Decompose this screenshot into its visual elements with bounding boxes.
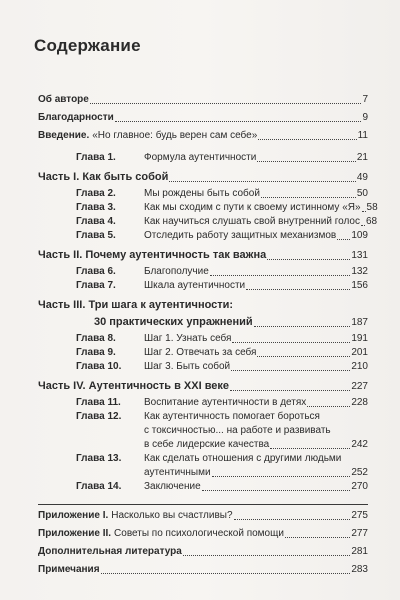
chapter-number: Глава 1. <box>76 152 116 163</box>
chapter-title: Шаг 1. Узнать себя <box>144 333 232 344</box>
leader-dots <box>230 389 350 391</box>
part-title: Часть II. Почему аутентичность так важна <box>38 249 267 261</box>
page-number: 283 <box>351 564 368 575</box>
chapter-title: Шаг 2. Отвечать за себя <box>144 347 257 358</box>
leader-dots <box>210 274 351 276</box>
page-number: 7 <box>362 94 368 105</box>
chapter-title-line-2: с токсичностью... на работе и развивать <box>144 425 331 436</box>
chapter-title: Формула аутентичности <box>144 152 257 163</box>
page-number: 58 <box>366 202 378 213</box>
page-number: 131 <box>351 250 368 261</box>
entry-subtitle: Насколько вы счастливы? <box>111 510 233 521</box>
leader-dots <box>361 224 365 226</box>
page-number: 132 <box>351 266 368 277</box>
entry-label: Примечания <box>38 564 100 575</box>
entry-label: Благодарности <box>38 112 114 123</box>
entry-label: Дополнительная литература <box>38 546 182 557</box>
chapter-number: Глава 7. <box>76 280 116 291</box>
toc-entry-chapter-10[interactable] <box>76 361 368 373</box>
part-title: Часть I. Как быть собой <box>38 171 169 183</box>
leader-dots <box>257 355 350 357</box>
leader-dots <box>258 138 356 140</box>
leader-dots <box>257 160 356 162</box>
leader-dots <box>90 102 362 104</box>
chapter-number: Глава 14. <box>76 481 122 492</box>
page-number: 275 <box>351 510 368 521</box>
entry-label: Приложение II. <box>38 528 112 539</box>
leader-dots <box>231 369 350 371</box>
chapter-title: Шаг 3. Быть собой <box>144 361 231 372</box>
chapter-number: Глава 6. <box>76 266 116 277</box>
toc-entry-chapter-11[interactable] <box>76 397 368 409</box>
toc-entry-chapter-7[interactable] <box>76 280 368 292</box>
toc-entry-chapter-8[interactable] <box>76 333 368 345</box>
toc-entry-part-2[interactable] <box>38 249 368 262</box>
chapter-title: Заключение <box>144 481 201 492</box>
leader-dots <box>169 180 356 182</box>
toc-entry-further-reading[interactable] <box>38 546 368 558</box>
entry-label: Приложение I. <box>38 510 109 521</box>
page-number: 277 <box>351 528 368 539</box>
entry-subtitle: Советы по психологической помощи <box>114 528 284 539</box>
chapter-number: Глава 12. <box>76 411 122 422</box>
page-title: Содержание <box>34 36 141 55</box>
chapter-title: Отследить работу защитных механизмов <box>144 230 337 241</box>
chapter-title: Как научиться слушать свой внутренний голос <box>144 216 360 227</box>
chapter-title-line-3: в себе лидерские качества <box>144 439 270 450</box>
toc-entry-chapter-13[interactable] <box>144 467 368 479</box>
page-number: 21 <box>356 152 368 163</box>
page-number: 228 <box>351 397 368 408</box>
chapter-title: Шкала аутентичности <box>144 280 246 291</box>
leader-dots <box>267 258 350 260</box>
chapter-title: Благополучие <box>144 266 209 277</box>
page-number: 187 <box>351 317 368 328</box>
page-number: 9 <box>362 112 368 123</box>
leader-dots <box>212 475 351 477</box>
chapter-number: Глава 9. <box>76 347 116 358</box>
leader-dots <box>202 489 351 491</box>
toc-entry-part-3[interactable] <box>38 316 368 329</box>
chapter-title: Воспитание аутентичности в детях <box>144 397 307 408</box>
toc-entry-chapter-9[interactable] <box>76 347 368 359</box>
chapter-title: Как мы сходим с пути к своему истинному «Я» <box>144 202 361 213</box>
chapter-title-line-1: Как аутентичность помогает бороться <box>144 411 320 422</box>
chapter-number: Глава 10. <box>76 361 122 372</box>
page-number: 11 <box>357 130 368 141</box>
toc-entry-chapter-4[interactable] <box>76 216 378 228</box>
leader-dots <box>254 325 351 327</box>
leader-dots <box>234 518 351 520</box>
page-number: 227 <box>351 381 368 392</box>
page-number: 201 <box>351 347 368 358</box>
leader-dots <box>246 288 350 290</box>
chapter-number: Глава 13. <box>76 453 122 464</box>
page-number: 191 <box>351 333 368 344</box>
toc-entry-chapter-2[interactable] <box>76 188 368 200</box>
leader-dots <box>115 120 362 122</box>
toc-entry-appendix-2[interactable] <box>38 528 368 540</box>
leader-dots <box>362 210 366 212</box>
toc-entry-introduction[interactable] <box>38 130 368 142</box>
page-number: 50 <box>356 188 368 199</box>
leader-dots <box>101 572 351 574</box>
leader-dots <box>183 554 350 556</box>
chapter-number: Глава 2. <box>76 188 116 199</box>
entry-label: Об авторе <box>38 94 89 105</box>
leader-dots <box>337 238 350 240</box>
page-number: 49 <box>356 172 368 183</box>
entry-label: Введение. <box>38 130 90 141</box>
page-number: 281 <box>351 546 368 557</box>
section-divider <box>38 504 368 505</box>
toc-entry-appendix-1[interactable] <box>38 510 368 522</box>
chapter-number: Глава 5. <box>76 230 116 241</box>
page-number: 156 <box>351 280 368 291</box>
page-number: 242 <box>351 439 368 450</box>
chapter-number: Глава 8. <box>76 333 116 344</box>
toc-entry-chapter-1[interactable] <box>76 152 368 164</box>
toc-entry-about-author[interactable] <box>38 94 368 106</box>
leader-dots <box>261 196 356 198</box>
leader-dots <box>307 405 350 407</box>
page-number: 68 <box>366 216 378 227</box>
chapter-title: Мы рождены быть собой <box>144 188 260 199</box>
toc-entry-chapter-12[interactable] <box>144 439 368 451</box>
leader-dots <box>232 341 350 343</box>
leader-dots <box>285 536 350 538</box>
entry-subtitle: «Но главное: будь верен сам себе» <box>92 130 258 141</box>
part-title: 30 практических упражнений <box>94 316 253 328</box>
toc-entry-part-1[interactable] <box>38 171 368 184</box>
page-number: 270 <box>351 481 368 492</box>
toc-entry-chapter-6[interactable] <box>76 266 368 278</box>
chapter-number: Глава 3. <box>76 202 116 213</box>
toc-entry-chapter-14[interactable] <box>76 481 368 493</box>
chapter-title-line-2: аутентичными <box>144 467 211 478</box>
part-3-title-line-1: Часть III. Три шага к аутентичности: <box>38 299 234 311</box>
toc-entry-chapter-5[interactable] <box>76 230 368 242</box>
chapter-title-line-1: Как сделать отношения с другими людьми <box>144 453 342 464</box>
page-number: 109 <box>351 230 368 241</box>
page-number: 252 <box>351 467 368 478</box>
chapter-number: Глава 11. <box>76 397 121 408</box>
part-title: Часть IV. Аутентичность в XXI веке <box>38 380 230 392</box>
toc-entry-acknowledgements[interactable] <box>38 112 368 124</box>
toc-entry-notes[interactable] <box>38 564 368 576</box>
chapter-number: Глава 4. <box>76 216 116 227</box>
toc-entry-chapter-3[interactable] <box>76 202 378 214</box>
toc-entry-part-4[interactable] <box>38 380 368 393</box>
leader-dots <box>270 447 350 449</box>
page-number: 210 <box>351 361 368 372</box>
